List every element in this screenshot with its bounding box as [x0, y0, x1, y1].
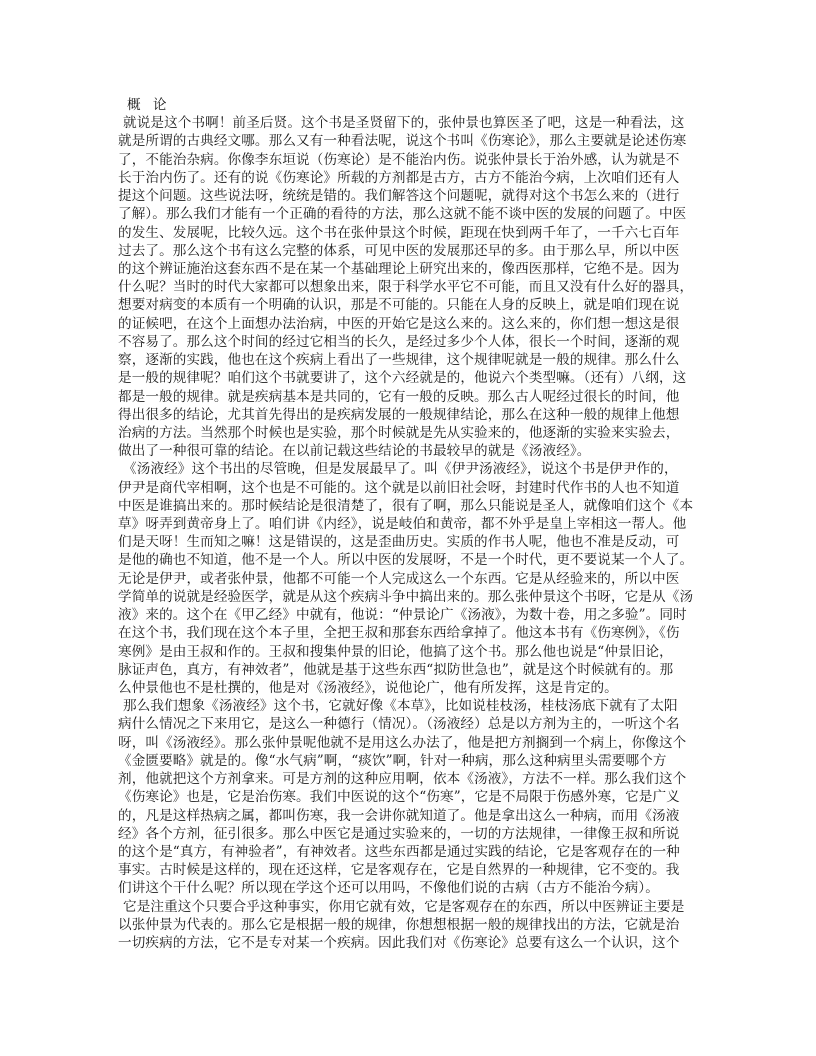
text-line: 的这个是“真方，有神验者”，有神效者。这些东西都是通过实践的结论，它是客观存在的一种	[118, 843, 680, 860]
text-line: 了，不能治杂病。你像李东垣说（伤寒论）是不能治内伤。说张仲景长于治外感，认为就是不	[118, 151, 680, 168]
text-line: 呀，叫《汤液经》。那么张仲景呢他就不是用这么办法了，他是把方剂搁到一个病上，你像这个	[118, 734, 687, 751]
text-line: 就说是这个书啊！前圣后贤。这个书是圣贤留下的，张仲景也算医圣了吧，这是一种看法，这	[123, 115, 685, 132]
text-line: 一切疾病的方法，它不是专对某一个疾病。因此我们对《伤寒论》总要有这么一个认识，这个	[118, 935, 680, 952]
text-line: 剂，他就把这个方剂拿来。可是方剂的这种应用啊，依本《汤液》，方法不一样。那么我们这个	[118, 771, 687, 788]
text-line: 《伤寒论》也是，它是治伤寒。我们中医说的这个“伤寒”，它是不局限于伤感外寒，它是广义	[118, 789, 680, 806]
paragraph-1	[118, 114, 700, 460]
text-line: 想要对病变的本质有一个明确的认识，那是不可能的。只能在人身的反映上，就是咱们现在说	[118, 297, 680, 314]
text-line: 得出很多的结论，尤其首先得出的是疾病发展的一般规律结论，那么在这种一般的规律上他想	[118, 406, 680, 423]
text-line: 不容易了。那么这个时间的经过它相当的长久，是经过多少个人体，很长一个时间，逐渐的观	[118, 333, 680, 350]
text-line: 那么我们想象《汤液经》这个书，它就好像《本草》，比如说桂枝汤，桂枝汤底下就有了太阳	[123, 698, 678, 715]
text-line: 脉证声色，真方，有神效者”，他就是基于这些东西“拟防世急也”，就是这个时候就有的。那	[118, 661, 674, 678]
text-line: 是一般的规律呢？咱们这个书就要讲了，这个六经就是的，他说六个类型嘛。（还有）八纲，这	[118, 370, 687, 387]
text-line: 事实。古时候是这样的，现在还这样，它是客观存在，它是自然界的一种规律，它不变的。我	[118, 862, 680, 879]
text-line: 了解）。那么我们才能有一个正确的看待的方法，那么这就不能不谈中医的发展的问题了。中医	[118, 206, 687, 223]
text-line: 在这个书，我们现在这个本子里，全把王叔和那套东西给拿掉了。他这本书有《伤寒例》，《伤	[118, 625, 680, 642]
text-line: 是他的确也不知道，他不是一个人。所以中医的发展呀，不是一个时代，更不要说某一个人了。	[118, 552, 694, 569]
text-line: 做出了一种很可靠的结论。在以前记载这些结论的书最较早的就是《汤液经》。	[118, 443, 591, 460]
text-line: 的，凡是这样热病之属，都叫伤寒，我一会讲你就知道了。他是拿出这么一种病，而用《汤液	[118, 807, 680, 824]
text-line: 提这个问题。这些说法呀，统统是错的。我们解答这个问题呢，就得对这个书怎么来的（进行	[118, 188, 680, 205]
text-line: 《金匮要略》就是的。像“水气病”啊，“痰饮”啊，针对一种病，那么这种病里头需要哪个方	[118, 752, 667, 769]
text-line: 长于治内伤了。还有的说《伤寒论》所载的方剂都是古方，古方不能治今病，上次咱们还有人	[118, 169, 680, 186]
text-line: 它是注重这个只要合乎这种事实，你用它就有效，它是客观存在的东西，所以中医辨证主要是	[123, 898, 685, 915]
text-line: 学简单的说就是经验医学，就是从这个疾病斗争中搞出来的。那么张仲景这个书呀，它是从《汤	[118, 588, 694, 605]
text-line: 伊尹是商代宰相啊，这个也是不可能的。这个就是以前旧社会呀，封建时代作书的人也不知道	[118, 479, 680, 496]
text-line: 么仲景他也不是杜撰的，他是对《汤液经》，说他论广，他有所发挥，这是肯定的。	[118, 680, 618, 696]
text-line: 经》各个方剂，征引很多。那么中医它是通过实验来的，一切的方法规律，一律像王叔和所说	[118, 825, 680, 842]
text-line: 以张仲景为代表的。那么它是根据一般的规律，你想想根据一般的规律找出的方法，它就是治	[118, 916, 680, 933]
text-line: 中医是谁搞出来的。那时候结论是很清楚了，很有了啊，那么只能说是圣人，就像咱们这个《本	[118, 497, 694, 514]
text-line: 察，逐渐的实践，他也在这个疾病上看出了一些规律，这个规律呢就是一般的规律。那么什么	[118, 352, 680, 369]
text-line: 《汤液经》这个书出的尽管晚，但是发展最早了。叫《伊尹汤液经》，说这个书是伊尹作的，	[123, 461, 678, 478]
text-line: 草》呀弄到黄帝身上了。咱们讲《内经》，说是岐伯和黄帝，都不外乎是皇上宰相这一帮人。他	[118, 516, 687, 533]
text-line: 的证候吧，在这个上面想办法治病，中医的开始它是这么来的。这么来的，你们想一想这是很	[118, 315, 680, 332]
text-line: 寒例》是由王叔和作的。王叔和搜集仲景的旧论，他搞了这个书。那么他也说是“仲景旧论，	[118, 643, 673, 660]
document-page	[118, 96, 700, 952]
text-line: 就是所谓的古典经文哪。那么又有一种看法呢，说这个书叫《伤寒论》，那么主要就是论述伤寒	[118, 133, 687, 150]
text-line: 都是一般的规律。就是疾病基本是共同的，它有一般的反映。那么古人呢经过很长的时间，他	[118, 388, 680, 405]
paragraph-2	[118, 460, 700, 697]
text-line: 无论是伊尹，或者张仲景，他都不可能一个人完成这么一个东西。它是从经验来的，所以中医	[118, 570, 680, 587]
text-line: 的这个辨证施治这套东西不是在某一个基础理论上研究出来的，像西医那样，它绝不是。因为	[118, 260, 680, 277]
text-line: 液》来的。这个在《甲乙经》中就有，他说：“仲景论广《汤液》，为数十卷，用之多验”。同时	[118, 607, 687, 624]
text-line: 治病的方法。当然那个时候也是实验，那个时候就是先从实验来的，他逐渐的实验来实验去，	[118, 424, 680, 441]
text-line: 病什么情况之下来用它，是这么一种德行（情况）。（汤液经）总是以方剂为主的，一听这个名	[118, 716, 680, 733]
paragraph-3	[118, 697, 700, 897]
section-title: 概 论	[127, 97, 171, 113]
text-line: 什么呢？当时的时代大家都可以想象出来，限于科学水平它不可能，而且又没有什么好的器具，	[118, 279, 694, 296]
paragraph-4	[118, 898, 700, 953]
text-line: 的发生、发展呢，比较久远。这个书在张仲景这个时候，距现在快到两千年了，一千六七百年	[118, 224, 680, 241]
text-line: 过去了。那么这个书有这么完整的体系，可见中医的发展那还早的多。由于那么早，所以中医	[118, 242, 680, 259]
text-line: 们讲这个干什么呢？所以现在学这个还可以用吗，不像他们说的古病（古方不能治今病）。	[118, 880, 659, 897]
text-line: 们是天呀！生而知之嘛！这是错误的，这是歪曲历史。实质的作书人呢，他也不准是反动，可	[118, 534, 680, 551]
